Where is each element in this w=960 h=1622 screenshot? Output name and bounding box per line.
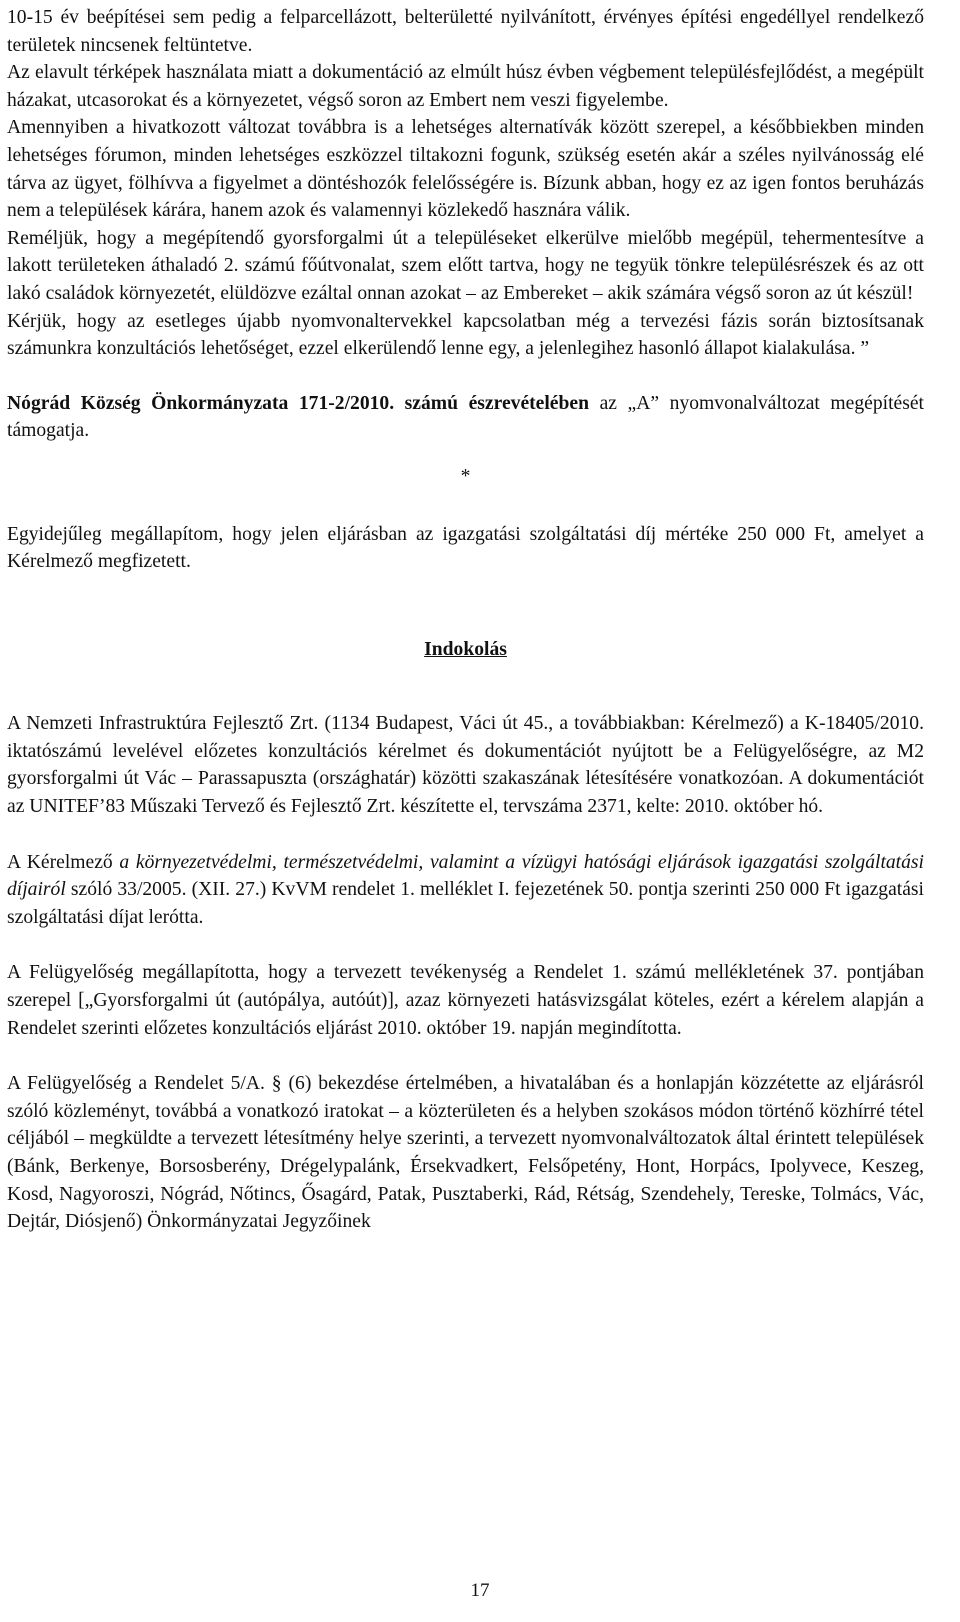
paragraph-fee-statement: Egyidejűleg megállapítom, hogy jelen eljárásban az igazgatási szolgáltatási díj mértéke 250 000 Ft, amelyet a Kérelmező megfizetett. (7, 523, 924, 573)
paragraph-eia-required: A Felügyelőség megállapította, hogy a tervezett tevékenység a Rendelet 1. számú mellékletének 37. pontjában szerepel [„Gyorsforgalmi út (autópálya, autóút)], azaz környezeti hatásvizsgálat köteles, ezért a kérelem alapján a Rendelet szerinti előzetes konzultációs eljárást 2010. október 19. napján megindította. (7, 962, 924, 1039)
paragraph-publication: A Felügyelőség a Rendelet 5/A. § (6) bekezdése értelmében, a hivatalában és a honlapján közzétette az eljárásról szóló közleményt, továbbá a vonatkozó iratokat – a közterületen és a helyben szokásos módon történő közhírré tétel céljából – megküldte a tervezett létesítmény helye szerinti, a tervezett nyomvonalváltozatok által érintett települések (Bánk, Berkenye, Borsosberény, Drégelypalánk, Érsekvadkert, Felsőpetény, Hont, Horpács, Ipolyvece, Keszeg, Kosd, Nagyoroszi, Nógrád, Nőtincs, Ősagárd, Patak, Pusztaberki, Rád, Rétság, Szendehely, Tereske, Tolmács, Vác, Dejtár, Diósjenő) Önkormányzatai Jegyzőinek (7, 1073, 924, 1233)
paragraph-nograd-opinion (7, 390, 924, 445)
page-number: 17 (470, 1580, 490, 1601)
paragraph-consultation-request: Kérjük, hogy az esetleges újabb nyomvonaltervekkel kapcsolatban még a tervezési fázis során biztosítsanak számunkra konzultációs lehetőséget, ezzel elkerülendő lenne egy, a jelenlegihez hasonló állapot kialakulása. ” (7, 310, 924, 360)
paragraph-outdated-maps: Az elavult térképek használata miatt a dokumentáció az elmúlt húsz évben végbement településfejlődést, a megépült házakat, utcasorokat és a környezetet, végső soron az Embert nem veszi figyelembe. (7, 62, 924, 111)
nograd-rest-text: az „A” nyomvonalváltozat megépítését támogatja. (7, 392, 924, 442)
paragraph-protest: Amennyiben a hivatkozott változat továbbra is a lehetséges alternatívák között szerepel, a későbbiekben minden lehetséges fórumon, minden lehetséges eszközzel tiltakozni fogunk, szükség esetén akár a széles nyilvánosság elé tárva az ügyet, fölhívva a figyelmet a döntéshozók felelősségére is. Bízunk abban, hogy ez az igen fontos beruházás nem a települések kárára, hanem azok és valamennyi közlekedő hasznára válik. (7, 117, 924, 222)
paragraph-applicant: A Nemzeti Infrastruktúra Fejlesztő Zrt. (1134 Budapest, Váci út 45., a továbbiakban: Kérelmező) a K-18405/2010. iktatószámú levelével előzetes konzultációs kérelmet és dokumentációt nyújtott be a Felügyelőségre, az M2 gyorsforgalmi út Vác – Parassapuszta (országhatár) közötti szakaszának létesítésére vonatkozóan. A dokumentációt az UNITEF’83 Műszaki Tervező és Fejlesztő Zrt. készítette el, tervszáma 2371, kelte: 2010. október hó. (7, 713, 924, 818)
paragraph-bypass-hope: Reméljük, hogy a megépítendő gyorsforgalmi út a településeket elkerülve mielőbb megépül, tehermentesítve a lakott területeken áthaladó 2. számú főútvonalat, szem előtt tartva, hogy ne tegyük tönkre településrészek és az ott lakó családok környezetét, elüldözve ezáltal onnan azokat – az Embereket – akik számára végső soron az út készül! (7, 227, 924, 304)
paragraph-unregistered-areas: 10-15 év beépítései sem pedig a felparcellázott, belterületté nyilvánított, érvényes építési engedéllyel rendelkező területek nincsenek feltüntetve. (7, 7, 924, 56)
section-separator-asterisk: * (460, 465, 471, 487)
fee-paid-text-b: szóló 33/2005. (XII. 27.) KvVM rendelet 1. melléklet I. fejezetének 50. pontja szerinti 250 000 Ft igazgatási szolgáltatási díjat lerótta. (7, 879, 924, 928)
fee-paid-regulation-title: a környezetvédelmi, természetvédelmi, valamint a vízügyi hatósági eljárások igazgatási szolgáltatási díjairól (7, 851, 924, 901)
nograd-bold-text: Nógrád Község Önkormányzata 171-2/2010. számú észrevételében (7, 392, 589, 414)
section-heading-indokolas: Indokolás (424, 638, 507, 660)
paragraph-fee-paid (7, 849, 924, 932)
document-page (7, 4, 924, 1236)
fee-paid-text-a: A Kérelmező (7, 851, 120, 873)
